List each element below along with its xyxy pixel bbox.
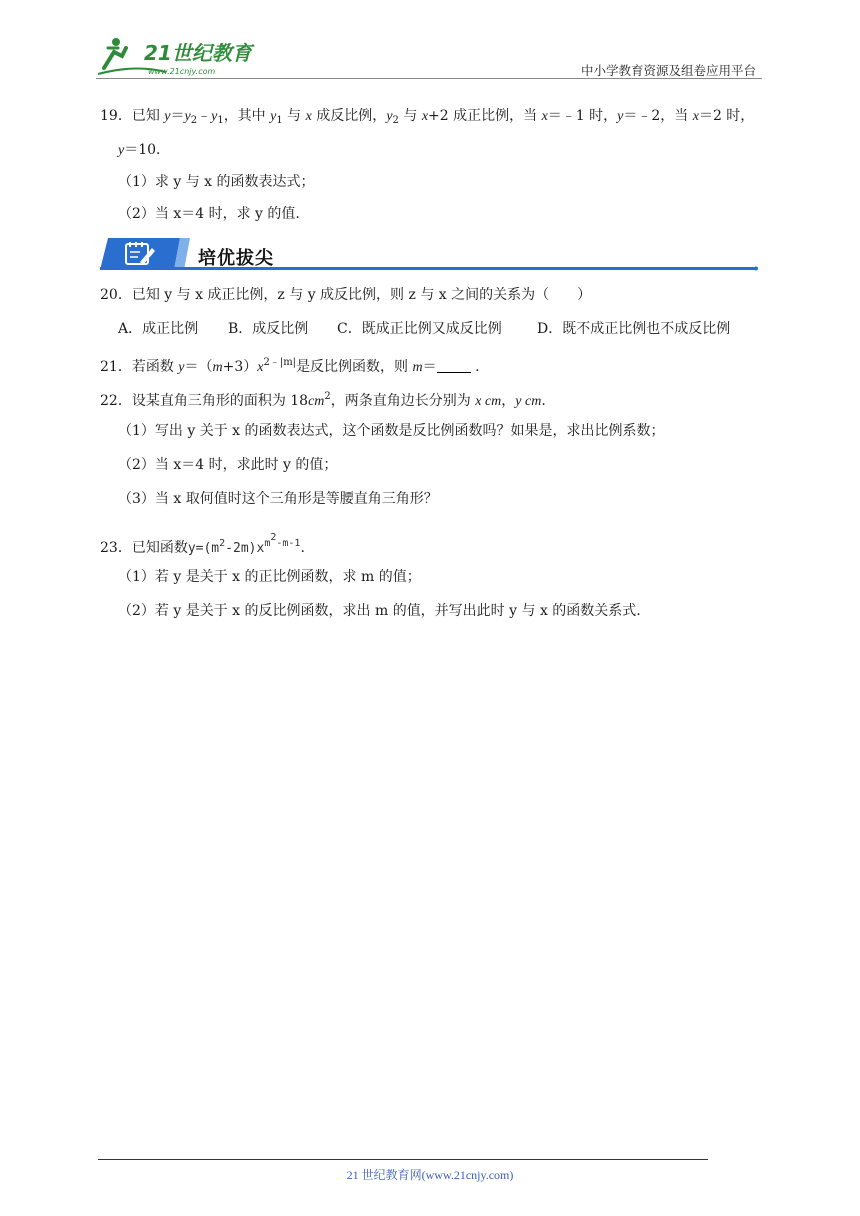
q22-stem: 22．设某直角三角形的面积为 $18cm^2$，两条直角边长分别为 x cm，y cm. xyxy=(100,391,546,409)
q23-formula-image: $y=(m^2-2m)x^{m^2-m-1}$ xyxy=(187,532,301,556)
q19-part2: （2）当 x＝4 时，求 y 的值. xyxy=(118,206,300,222)
svg-text:21世纪教育: 21世纪教育 xyxy=(144,41,252,65)
q20-stem: 20．已知 y 与 x 成正比例，z 与 y 成反比例，则 z 与 x 之间的关系为（ ） xyxy=(100,287,592,303)
section-banner xyxy=(100,236,760,272)
q23-stem: 23．已知函数$y=(m^2-2m)x^{m^2-m-1}$. xyxy=(100,528,305,559)
svg-text:www.21cnjy.com: www.21cnjy.com xyxy=(148,67,216,76)
footer-divider xyxy=(98,1159,708,1160)
q19-line1: 19．已知 $y=y_2﹣y_1$，其中 $y_1$ 与 x 成反比例，$y_2$ 与 x+2 成正比例，当 x＝﹣1 时，y＝﹣2，当 x＝2 时， xyxy=(100,108,755,126)
q23-part2: （2）若 y 是关于 x 的反比例函数，求出 m 的值，并写出此时 y 与 x 的函数关系式. xyxy=(118,603,641,619)
q22-part1: （1）写出 y 关于 x 的函数表达式，这个函数是反比例函数吗？如果是，求出比例系数； xyxy=(118,423,665,439)
q23-part1: （1）若 y 是关于 x 的正比例函数，求 m 的值； xyxy=(118,569,421,585)
q22-part2: （2）当 x＝4 时，求此时 y 的值； xyxy=(118,457,338,473)
page-header xyxy=(96,34,762,80)
q20-option-c: C．既成正比例又成反比例 xyxy=(337,321,502,337)
q20-option-d: D．既不成正比例也不成反比例 xyxy=(537,321,731,337)
footer-link[interactable]: 21 世纪教育网(www.21cnjy.com) xyxy=(346,1168,514,1182)
logo-21cnjy xyxy=(96,34,266,78)
q19-part1: （1）求 y 与 x 的函数表达式； xyxy=(118,174,315,190)
section-title: 培优拔尖 xyxy=(198,248,274,269)
answer-blank xyxy=(437,358,471,373)
q20-option-b: B．成反比例 xyxy=(228,321,309,337)
q21-stem: 21．若函数 $y=(m+3)x^{2﹣|m|}$是反比例函数，则 m＝ . xyxy=(100,357,480,375)
q20-option-a: A．成正比例 xyxy=(118,321,199,337)
platform-name: 中小学教育资源及组卷应用平台 xyxy=(580,63,756,78)
q22-part3: （3）当 x 取何值时这个三角形是等腰直角三角形？ xyxy=(118,491,438,507)
header-divider xyxy=(96,78,762,79)
q19-line2: y＝10. xyxy=(118,142,161,158)
